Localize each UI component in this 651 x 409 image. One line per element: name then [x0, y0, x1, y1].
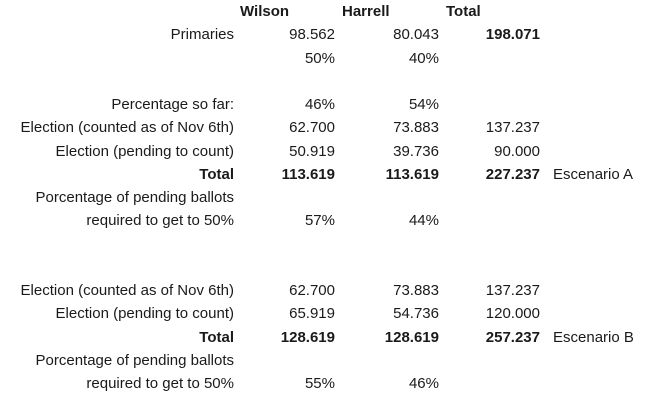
cell-total: 257.237	[485, 328, 540, 346]
table-row	[0, 349, 651, 372]
cell-wilson: Wilson	[240, 3, 290, 20]
cell-total: 198.071	[485, 26, 540, 44]
cell-total: 90.000	[494, 142, 540, 160]
cell-wilson: 65.919	[289, 305, 335, 323]
cell-label: Porcentage of pending ballots	[35, 189, 234, 206]
cell-wilson	[236, 233, 338, 256]
cell-wilson: 57%	[304, 212, 335, 230]
cell-harrell	[338, 349, 442, 372]
cell-total	[442, 93, 544, 116]
cell-wilson	[236, 349, 338, 372]
table-row	[0, 302, 651, 325]
cell-wilson: 50.919	[289, 142, 335, 160]
cell-scenario	[544, 349, 651, 372]
cell-label: required to get to 50%	[86, 212, 234, 230]
cell-wilson: 128.619	[280, 328, 335, 346]
cell-scenario	[544, 140, 651, 163]
cell-wilson	[236, 256, 338, 279]
cell-scenario	[544, 186, 651, 209]
cell-scenario	[544, 256, 651, 279]
table-row	[0, 256, 651, 279]
cell-scenario	[544, 372, 651, 395]
cell-total	[442, 256, 544, 279]
cell-scenario	[544, 93, 651, 116]
cell-total	[442, 70, 544, 93]
cell-total: 227.237	[485, 165, 540, 183]
cell-total	[442, 47, 544, 70]
cell-harrell: Harrell	[342, 3, 390, 20]
table-row	[0, 140, 651, 163]
table-row	[0, 372, 651, 395]
cell-scenario	[544, 209, 651, 232]
cell-total: 137.237	[485, 282, 540, 299]
table-row	[0, 23, 651, 46]
cell-wilson: 98.562	[289, 26, 335, 44]
cell-label	[0, 233, 236, 256]
cell-wilson: 55%	[304, 375, 335, 392]
table-row	[0, 279, 651, 302]
cell-scenario: Escenario A	[553, 165, 634, 183]
table-row	[0, 233, 651, 256]
cell-harrell: 54%	[408, 96, 439, 113]
cell-label: Election (pending to count)	[55, 142, 234, 160]
cell-scenario	[544, 233, 651, 256]
cell-harrell: 39.736	[393, 142, 439, 160]
cell-label	[0, 47, 236, 70]
cell-label: Election (pending to count)	[55, 305, 234, 323]
cell-total	[442, 209, 544, 232]
cell-total	[442, 186, 544, 209]
cell-wilson	[236, 70, 338, 93]
table-row	[0, 70, 651, 93]
cell-total	[442, 349, 544, 372]
cell-scenario	[544, 70, 651, 93]
cell-harrell: 73.883	[393, 282, 439, 299]
cell-label: Primaries	[170, 26, 234, 44]
cell-label: Percentage so far:	[111, 96, 234, 113]
table-row	[0, 326, 651, 349]
cell-scenario	[544, 0, 651, 23]
table-row	[0, 163, 651, 186]
cell-label	[0, 0, 236, 23]
cell-harrell: 73.883	[393, 119, 439, 137]
cell-harrell: 44%	[408, 212, 439, 230]
cell-label: Total	[199, 328, 234, 346]
cell-total: 120.000	[485, 305, 540, 323]
table-row	[0, 209, 651, 232]
cell-harrell	[338, 256, 442, 279]
cell-label: Election (counted as of Nov 6th)	[20, 119, 234, 137]
table-row	[0, 47, 651, 70]
cell-label: required to get to 50%	[86, 375, 234, 392]
cell-label: Porcentage of pending ballots	[35, 351, 234, 369]
cell-total	[442, 372, 544, 395]
cell-harrell	[338, 186, 442, 209]
cell-harrell: 113.619	[385, 165, 439, 183]
table-row	[0, 116, 651, 139]
cell-label: Total	[199, 165, 234, 183]
table-row	[0, 93, 651, 116]
cell-scenario	[544, 302, 651, 325]
table-header-row	[0, 0, 651, 23]
cell-harrell	[338, 70, 442, 93]
cell-scenario	[544, 47, 651, 70]
cell-scenario	[544, 116, 651, 139]
cell-wilson	[236, 186, 338, 209]
cell-harrell: 40%	[408, 49, 439, 67]
cell-label	[0, 70, 236, 93]
cell-total: 137.237	[485, 119, 540, 137]
cell-wilson: 50%	[304, 49, 335, 67]
cell-harrell: 128.619	[384, 328, 439, 346]
cell-harrell: 54.736	[393, 305, 439, 323]
cell-scenario	[544, 279, 651, 302]
table-row	[0, 186, 651, 209]
cell-total	[442, 233, 544, 256]
cell-label: Election (counted as of Nov 6th)	[20, 282, 234, 299]
cell-scenario	[544, 23, 651, 46]
cell-wilson: 62.700	[289, 119, 335, 137]
cell-wilson: 62.700	[289, 282, 335, 299]
cell-harrell: 46%	[408, 375, 439, 392]
cell-scenario: Escenario B	[553, 328, 634, 346]
cell-harrell	[338, 233, 442, 256]
cell-harrell: 80.043	[393, 26, 439, 44]
cell-label	[0, 256, 236, 279]
cell-total: Total	[446, 3, 481, 20]
cell-wilson: 46%	[304, 96, 335, 113]
cell-wilson: 113.619	[281, 165, 335, 183]
